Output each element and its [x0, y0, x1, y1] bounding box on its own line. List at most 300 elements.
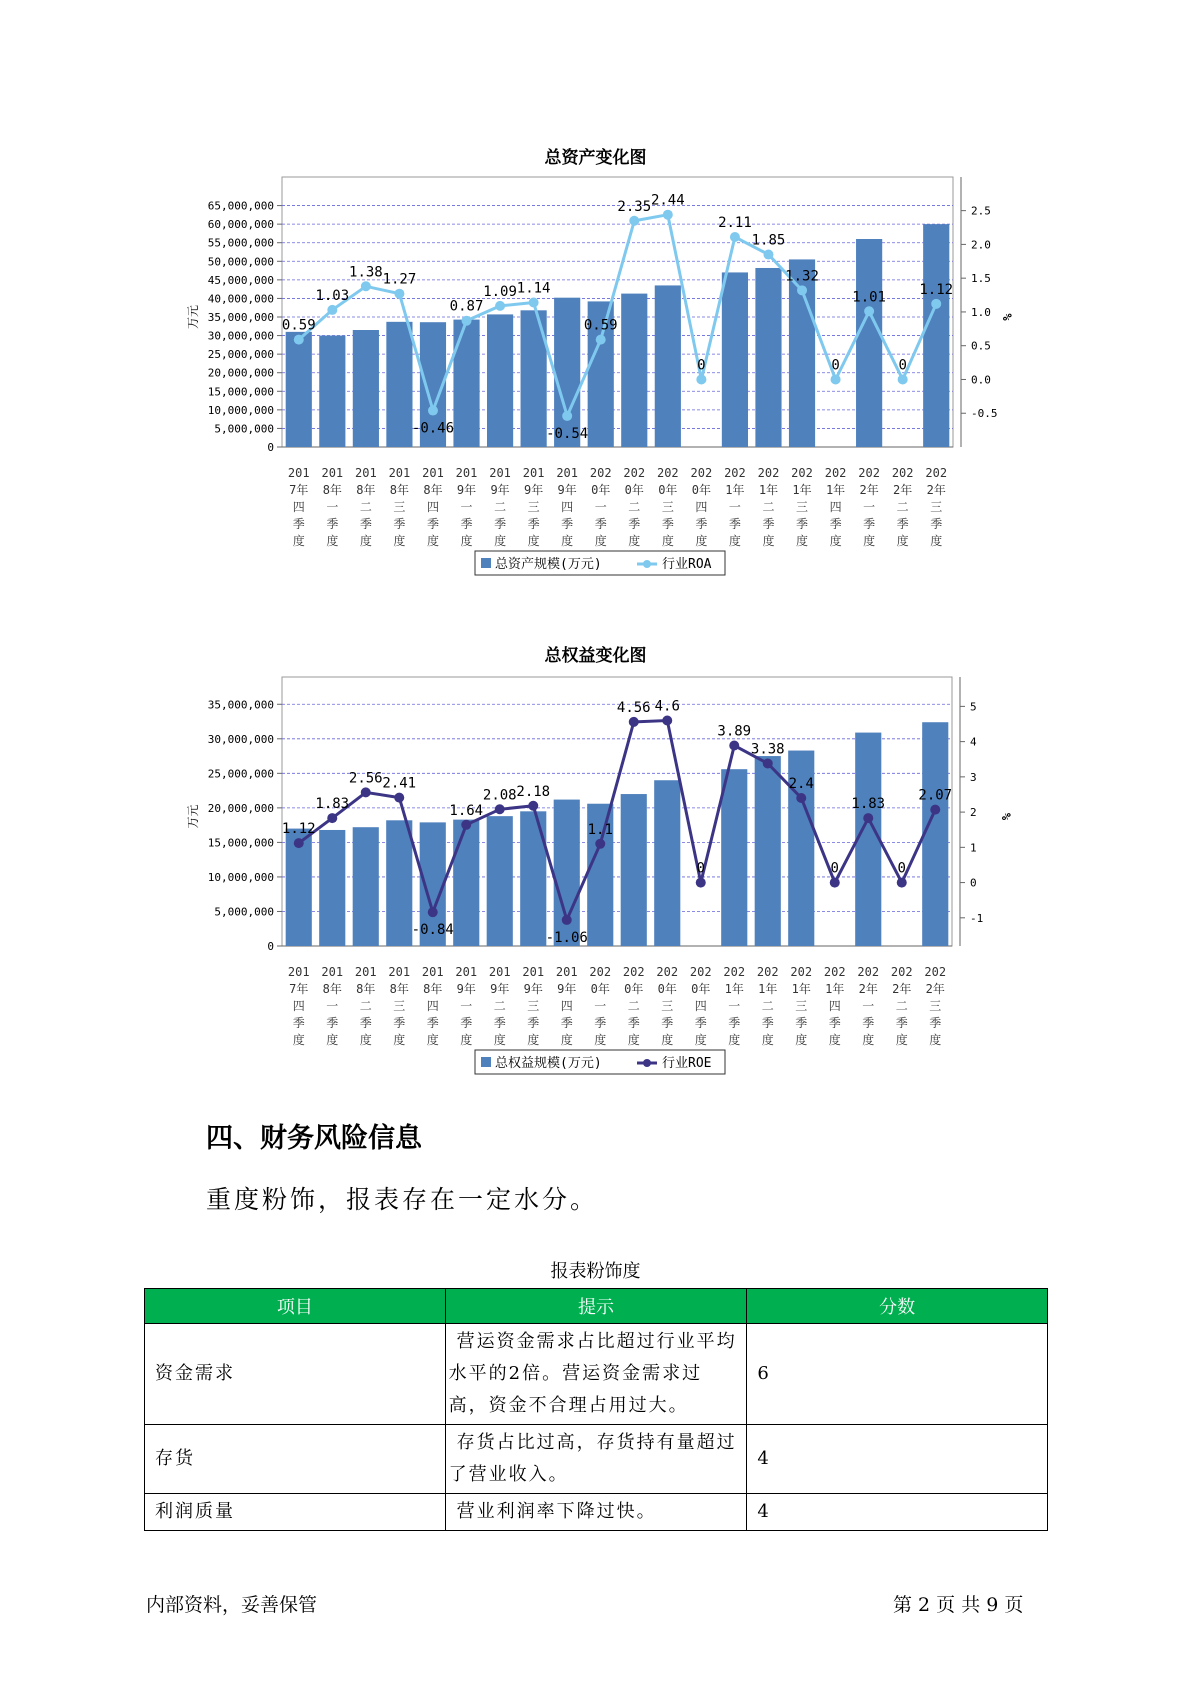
- risk-table: [144, 1288, 1048, 1531]
- x-tick-label: 202: [924, 965, 947, 979]
- line-point: [797, 285, 807, 295]
- row-tip: 营业利润率下降过快。: [445, 1494, 747, 1531]
- y-tick-label: 0: [267, 441, 274, 454]
- x-tick-label: 202: [656, 965, 679, 979]
- x-tick-label: 度: [594, 1033, 607, 1047]
- bar: [353, 827, 379, 946]
- section-heading: 四、财务风险信息: [206, 1123, 422, 1154]
- y2-axis-title: %: [999, 812, 1013, 821]
- y2-tick-label: 2.0: [971, 238, 991, 252]
- data-label: 2.4: [788, 776, 814, 792]
- line-point: [528, 801, 538, 811]
- x-tick-label: 一: [862, 999, 875, 1013]
- x-tick-label: 度: [460, 1033, 473, 1047]
- x-tick-label: 201: [522, 466, 545, 480]
- data-label: 2.56: [348, 770, 383, 787]
- y2-tick-label: 2.5: [971, 204, 991, 218]
- bar: [655, 285, 681, 447]
- x-tick-label: 2年: [858, 982, 878, 996]
- row-tip: 存货占比过高，存货持有量超过了营业收入。: [445, 1425, 747, 1494]
- data-label: 3.89: [717, 723, 752, 740]
- bar: [722, 272, 748, 447]
- x-tick-label: 四: [561, 500, 574, 514]
- data-label: 1.01: [852, 289, 886, 306]
- x-tick-label: 2年: [892, 982, 912, 996]
- y2-tick-label: 3: [970, 770, 977, 784]
- x-tick-label: 202: [857, 965, 880, 979]
- footer-confidential: 内部资料，妥善保管: [146, 1594, 318, 1616]
- x-tick-label: 度: [493, 1033, 506, 1047]
- x-tick-label: 三: [527, 500, 540, 514]
- x-tick-label: 四: [292, 500, 305, 514]
- y2-tick-label: -0.5: [971, 407, 998, 421]
- x-tick-label: 季: [594, 517, 607, 531]
- line-point: [763, 250, 773, 260]
- x-tick-label: 三: [393, 999, 406, 1013]
- legend-bar-label: 总权益规模(万元): [495, 1056, 602, 1071]
- bar: [922, 722, 948, 946]
- line-point: [729, 740, 739, 750]
- x-tick-label: 季: [292, 517, 305, 531]
- x-tick-label: 度: [560, 1033, 573, 1047]
- x-tick-label: 2年: [893, 483, 913, 497]
- data-label: 3.38: [750, 741, 785, 758]
- header-tip: 提示: [445, 1289, 747, 1324]
- x-tick-label: 度: [795, 1033, 808, 1047]
- x-tick-label: 一: [326, 999, 339, 1013]
- x-tick-label: 季: [393, 1016, 406, 1030]
- y-tick-label: 15,000,000: [207, 385, 274, 399]
- x-tick-label: 季: [695, 517, 708, 531]
- x-tick-label: 一: [594, 999, 607, 1013]
- bar: [487, 314, 513, 447]
- x-tick-label: 201: [287, 466, 310, 480]
- row-score: 6: [747, 1324, 1048, 1425]
- x-tick-label: 季: [460, 1016, 473, 1030]
- y2-tick-label: 4: [970, 735, 977, 749]
- x-tick-label: 8年: [389, 483, 410, 497]
- x-tick-label: 201: [355, 466, 377, 480]
- x-tick-label: 一: [460, 500, 473, 514]
- x-tick-label: 202: [824, 466, 847, 480]
- y2-tick-label: 0.0: [971, 373, 991, 387]
- x-tick-label: 二: [762, 500, 775, 514]
- legend: [475, 1050, 725, 1074]
- bar: [319, 830, 345, 946]
- row-item: 资金需求: [145, 1324, 446, 1425]
- x-tick-label: 季: [796, 517, 809, 531]
- x-tick-label: 季: [728, 517, 741, 531]
- total-assets-chart: [0, 170, 1191, 620]
- x-tick-label: 201: [287, 965, 310, 979]
- x-tick-label: 9年: [524, 483, 544, 497]
- y2-tick-label: 1: [970, 841, 977, 855]
- chart2-title: 总权益变化图: [544, 646, 647, 666]
- y-tick-label: 35,000,000: [207, 698, 274, 712]
- data-label: -0.46: [411, 420, 455, 437]
- bar: [487, 816, 513, 946]
- x-tick-label: 202: [656, 466, 679, 480]
- x-tick-label: 度: [761, 1033, 774, 1047]
- x-tick-label: 202: [925, 466, 948, 480]
- footer-page-number: 第 2 页 共 9 页: [893, 1594, 1024, 1616]
- line-point: [294, 838, 304, 848]
- x-tick-label: 季: [895, 1016, 908, 1030]
- data-label: 2.08: [482, 787, 517, 804]
- y-tick-label: 30,000,000: [207, 732, 274, 746]
- x-tick-label: 度: [828, 1033, 841, 1047]
- line-point: [763, 758, 773, 768]
- x-tick-label: 0年: [657, 982, 677, 996]
- data-label: 0.87: [449, 298, 484, 315]
- line-point: [831, 374, 841, 384]
- y-tick-label: 25,000,000: [207, 348, 274, 362]
- x-tick-label: 季: [828, 1016, 841, 1030]
- x-tick-label: 202: [891, 466, 914, 480]
- x-tick-label: 度: [895, 1033, 908, 1047]
- x-tick-label: 201: [321, 466, 344, 480]
- y2-tick-label: 0: [970, 876, 977, 890]
- x-tick-label: 季: [426, 1016, 439, 1030]
- x-tick-label: 9年: [490, 483, 510, 497]
- y2-tick-label: 1.5: [971, 272, 991, 286]
- y-tick-label: 25,000,000: [207, 767, 274, 781]
- bar: [755, 756, 781, 946]
- legend: [475, 551, 725, 575]
- x-tick-label: 四: [426, 999, 439, 1013]
- x-tick-label: 2年: [926, 483, 946, 497]
- data-label: 1.85: [751, 232, 786, 249]
- x-tick-label: 201: [455, 466, 478, 480]
- x-tick-label: 四: [560, 999, 573, 1013]
- y-tick-label: 55,000,000: [207, 236, 274, 250]
- data-label: 0: [831, 357, 840, 374]
- line-point: [327, 305, 337, 315]
- x-tick-label: 度: [863, 534, 876, 548]
- line-point: [930, 805, 940, 815]
- x-tick-label: 9年: [523, 982, 543, 996]
- x-tick-label: 度: [359, 534, 372, 548]
- data-label: 1.64: [449, 802, 484, 819]
- x-tick-label: 202: [791, 466, 813, 480]
- x-tick-label: 8年: [356, 982, 376, 996]
- x-tick-label: 季: [795, 1016, 808, 1030]
- bar: [654, 780, 680, 946]
- line-point: [462, 316, 472, 326]
- line-point: [428, 406, 438, 416]
- x-tick-label: 202: [790, 965, 813, 979]
- x-tick-label: 季: [627, 1016, 640, 1030]
- data-label: 1.27: [382, 271, 417, 288]
- y2-axis-title: %: [1000, 313, 1014, 321]
- bar: [286, 332, 312, 447]
- x-tick-label: 二: [494, 500, 507, 514]
- x-tick-label: 度: [762, 534, 775, 548]
- line-point: [562, 915, 572, 925]
- x-tick-label: 0年: [691, 483, 711, 497]
- x-tick-label: 0年: [658, 483, 678, 497]
- x-tick-label: 度: [661, 534, 674, 548]
- x-tick-label: 2年: [925, 982, 945, 996]
- x-tick-label: 季: [728, 1016, 741, 1030]
- row-tip: 营运资金需求占比超过行业平均水平的2倍。营运资金需求过高，资金不合理占用过大。: [445, 1324, 747, 1425]
- x-tick-label: 201: [388, 466, 411, 480]
- data-label: -0.84: [411, 922, 454, 939]
- x-tick-label: 季: [527, 1016, 540, 1030]
- data-label: 0: [830, 860, 839, 877]
- x-tick-label: 季: [829, 517, 842, 531]
- data-label: 1.03: [315, 287, 350, 304]
- x-tick-label: 三: [795, 999, 808, 1013]
- legend-line-marker: [643, 560, 651, 568]
- y-tick-label: 10,000,000: [207, 403, 274, 417]
- y-tick-label: 45,000,000: [207, 273, 274, 287]
- x-tick-label: 度: [426, 534, 439, 548]
- x-tick-label: 度: [728, 1033, 741, 1047]
- data-label: 1.09: [483, 283, 517, 300]
- y-tick-label: 60,000,000: [207, 218, 274, 232]
- x-tick-label: 二: [359, 500, 372, 514]
- x-tick-label: 度: [661, 1033, 674, 1047]
- y2-tick-label: 5: [970, 700, 977, 714]
- x-tick-label: 2年: [859, 483, 879, 497]
- header-score: 分数: [747, 1289, 1048, 1324]
- data-label: 0: [898, 357, 907, 374]
- legend-line-label: 行业ROE: [662, 1056, 712, 1071]
- x-tick-label: 一: [863, 500, 876, 514]
- x-tick-label: 201: [489, 466, 511, 480]
- x-tick-label: 度: [460, 534, 473, 548]
- x-tick-label: 202: [890, 965, 913, 979]
- x-tick-label: 201: [555, 965, 578, 979]
- data-label: 1.83: [851, 796, 886, 813]
- data-label: 1.12: [281, 821, 316, 838]
- x-tick-label: 季: [594, 1016, 607, 1030]
- line-point: [394, 289, 404, 299]
- x-tick-label: 度: [694, 1033, 707, 1047]
- x-tick-label: 季: [426, 517, 439, 531]
- data-label: 2.11: [718, 214, 752, 231]
- x-tick-label: 季: [694, 1016, 707, 1030]
- x-tick-label: 201: [388, 965, 411, 979]
- x-tick-label: 201: [522, 965, 545, 979]
- x-tick-label: 8年: [322, 483, 342, 497]
- line-point: [294, 335, 304, 345]
- y-axis-title: 万元: [186, 804, 200, 829]
- line-point: [863, 813, 873, 823]
- x-tick-label: 四: [829, 500, 842, 514]
- x-tick-label: 度: [527, 534, 540, 548]
- x-tick-label: 季: [930, 517, 943, 531]
- line-point: [394, 793, 404, 803]
- x-tick-label: 8年: [322, 982, 342, 996]
- x-tick-label: 202: [622, 965, 645, 979]
- x-tick-label: 四: [694, 999, 707, 1013]
- line-point: [629, 717, 639, 727]
- x-tick-label: 1年: [792, 483, 812, 497]
- x-tick-label: 202: [690, 466, 713, 480]
- x-tick-label: 三: [796, 500, 809, 514]
- x-tick-label: 季: [527, 517, 540, 531]
- x-tick-label: 一: [326, 500, 339, 514]
- x-tick-label: 202: [724, 466, 746, 480]
- section-body: 重度粉饰，报表存在一定水分。: [206, 1185, 599, 1214]
- x-tick-label: 度: [862, 1033, 875, 1047]
- x-tick-label: 度: [796, 534, 809, 548]
- data-label: 4.6: [654, 698, 680, 715]
- x-tick-label: 201: [556, 466, 579, 480]
- bar: [856, 239, 882, 447]
- line-point: [361, 281, 371, 291]
- data-label: 1.14: [516, 280, 551, 297]
- x-tick-label: 三: [930, 500, 943, 514]
- line-point: [361, 787, 371, 797]
- plot-area: [282, 177, 953, 447]
- legend-bar-swatch: [481, 558, 491, 568]
- x-tick-label: 一: [460, 999, 473, 1013]
- x-tick-label: 0年: [590, 982, 610, 996]
- x-tick-label: 度: [929, 1033, 942, 1047]
- line-point: [696, 878, 706, 888]
- x-tick-label: 四: [426, 500, 439, 514]
- line-point: [428, 907, 438, 917]
- x-tick-label: 季: [359, 1016, 372, 1030]
- x-tick-label: 9年: [456, 483, 477, 497]
- chart1-title: 总资产变化图: [544, 148, 647, 168]
- x-tick-label: 度: [728, 534, 741, 548]
- y-tick-label: 20,000,000: [207, 366, 274, 380]
- x-tick-label: 季: [929, 1016, 942, 1030]
- x-tick-label: 季: [292, 1016, 305, 1030]
- x-tick-label: 二: [359, 999, 372, 1013]
- bar: [755, 268, 781, 447]
- x-tick-label: 0年: [591, 483, 611, 497]
- x-tick-label: 季: [460, 517, 473, 531]
- x-tick-label: 202: [723, 965, 746, 979]
- x-tick-label: 8年: [389, 982, 409, 996]
- x-tick-label: 季: [326, 517, 339, 531]
- data-label: 0.59: [281, 317, 316, 334]
- header-item: 项目: [145, 1289, 446, 1324]
- x-tick-label: 度: [930, 534, 943, 548]
- x-tick-label: 季: [896, 517, 909, 531]
- bar: [621, 294, 647, 447]
- table-row: [145, 1324, 1048, 1425]
- x-tick-label: 度: [393, 534, 406, 548]
- line-point: [898, 374, 908, 384]
- line-point: [327, 813, 337, 823]
- x-tick-label: 三: [661, 500, 674, 514]
- line-point: [830, 878, 840, 888]
- legend-bar-label: 总资产规模(万元): [495, 557, 602, 572]
- table-header-row: [145, 1289, 1048, 1324]
- x-tick-label: 度: [494, 534, 507, 548]
- x-tick-label: 度: [359, 1033, 372, 1047]
- bar: [319, 336, 345, 447]
- data-label: 1.38: [349, 264, 383, 281]
- x-tick-label: 季: [326, 1016, 339, 1030]
- x-tick-label: 度: [326, 1033, 339, 1047]
- line-point: [796, 793, 806, 803]
- x-tick-label: 度: [695, 534, 708, 548]
- x-tick-label: 8年: [423, 483, 443, 497]
- bar: [554, 298, 580, 447]
- x-tick-label: 三: [929, 999, 942, 1013]
- x-tick-label: 季: [560, 1016, 573, 1030]
- x-tick-label: 二: [627, 999, 640, 1013]
- x-tick-label: 四: [292, 999, 305, 1013]
- x-tick-label: 8年: [423, 982, 443, 996]
- line-point: [897, 878, 907, 888]
- x-tick-label: 202: [756, 965, 779, 979]
- x-tick-label: 1年: [825, 982, 845, 996]
- data-label: 0.59: [583, 317, 618, 334]
- x-tick-label: 度: [628, 534, 641, 548]
- y-tick-label: 10,000,000: [207, 870, 274, 884]
- line-point: [495, 301, 505, 311]
- data-label: -1.06: [545, 929, 588, 946]
- x-tick-label: 四: [695, 500, 708, 514]
- x-tick-label: 四: [828, 999, 841, 1013]
- x-tick-label: 一: [728, 999, 741, 1013]
- bar: [855, 733, 881, 946]
- x-tick-label: 季: [761, 1016, 774, 1030]
- x-tick-label: 9年: [557, 982, 577, 996]
- x-tick-label: 1年: [758, 483, 779, 497]
- x-tick-label: 202: [589, 466, 612, 480]
- x-tick-label: 度: [292, 534, 305, 548]
- data-label: 2.18: [516, 783, 551, 800]
- x-tick-label: 9年: [557, 483, 577, 497]
- x-tick-label: 季: [359, 517, 372, 531]
- y-tick-label: 20,000,000: [207, 801, 274, 815]
- row-item: 存货: [145, 1425, 446, 1494]
- y-axis-title: 万元: [186, 304, 200, 330]
- line-point: [696, 374, 706, 384]
- data-label: -0.54: [546, 425, 589, 442]
- x-tick-label: 二: [628, 500, 641, 514]
- line-point: [596, 335, 606, 345]
- x-tick-label: 二: [896, 500, 909, 514]
- x-tick-label: 1年: [724, 982, 744, 996]
- x-tick-label: 季: [493, 1016, 506, 1030]
- data-label: 2.35: [617, 198, 652, 215]
- x-tick-label: 度: [292, 1033, 305, 1047]
- x-tick-label: 季: [661, 1016, 674, 1030]
- legend-line-marker: [643, 1059, 651, 1067]
- bar: [923, 224, 949, 447]
- line-point: [461, 820, 471, 830]
- x-tick-label: 季: [494, 517, 507, 531]
- y2-tick-label: -1: [970, 911, 984, 925]
- x-tick-label: 202: [689, 965, 712, 979]
- y-tick-label: 65,000,000: [207, 199, 274, 213]
- x-tick-label: 度: [561, 534, 574, 548]
- x-tick-label: 202: [757, 466, 780, 480]
- x-tick-label: 度: [627, 1033, 640, 1047]
- line-point: [931, 299, 941, 309]
- bar: [453, 320, 479, 447]
- x-tick-label: 201: [422, 466, 444, 480]
- x-tick-label: 7年: [289, 982, 309, 996]
- data-label: 0: [697, 357, 706, 374]
- data-label: 0: [696, 860, 705, 877]
- x-tick-label: 9年: [490, 982, 510, 996]
- data-label: 1.32: [785, 268, 819, 285]
- y-tick-label: 5,000,000: [214, 905, 274, 919]
- table-row: [145, 1425, 1048, 1494]
- line-point: [730, 232, 740, 242]
